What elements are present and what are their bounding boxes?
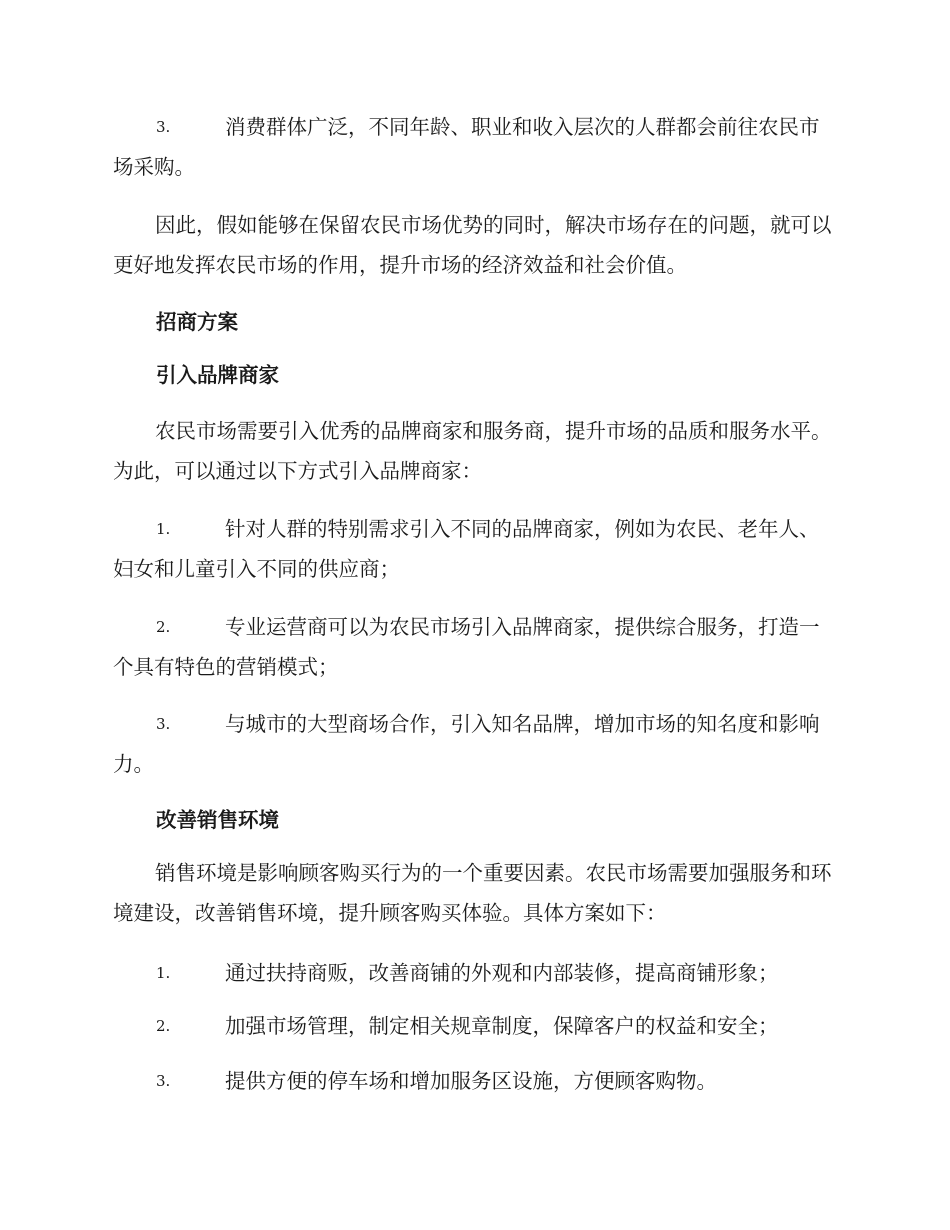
list-text: 专业运营商可以为农民市场引入品牌商家，提供综合服务，打造一个具有特色的营销模式；	[113, 615, 820, 679]
list-number: 3.	[156, 118, 171, 136]
list-item	[113, 953, 835, 993]
section-heading: 招商方案	[156, 310, 238, 334]
list-text: 消费群体广泛，不同年龄、职业和收入层次的人群都会前往农民市场采购。	[113, 115, 820, 179]
list-text: 加强市场管理，制定相关规章制度，保障客户的权益和安全；	[225, 1014, 779, 1038]
paragraph: 因此，假如能够在保留农民市场优势的同时，解决市场存在的问题，就可以更好地发挥农民市场的作用，提升市场的经济效益和社会价值。	[113, 213, 832, 277]
list-number: 2.	[156, 1017, 171, 1035]
paragraph: 农民市场需要引入优秀的品牌商家和服务商，提升市场的品质和服务水平。为此，可以通过以下方式引入品牌商家：	[113, 419, 832, 483]
list-text: 与城市的大型商场合作，引入知名品牌，增加市场的知名度和影响力。	[113, 712, 820, 776]
list-number: 2.	[156, 618, 171, 636]
list-number: 1.	[156, 964, 171, 982]
paragraph: 销售环境是影响顾客购买行为的一个重要因素。农民市场需要加强服务和环境建设，改善销售环境，提升顾客购买体验。具体方案如下：	[113, 861, 832, 925]
list-number: 1.	[156, 520, 171, 538]
list-item	[113, 704, 835, 784]
list-text: 针对人群的特别需求引入不同的品牌商家，例如为农民、老年人、妇女和儿童引入不同的供应商；	[113, 517, 820, 581]
list-item	[113, 1061, 835, 1101]
list-text: 通过扶持商贩，改善商铺的外观和内部装修，提高商铺形象；	[225, 961, 779, 985]
list-item	[113, 607, 835, 687]
list-item	[113, 1006, 835, 1046]
list-item	[113, 509, 835, 589]
subsection-heading: 引入品牌商家	[156, 363, 279, 387]
list-number: 3.	[156, 715, 171, 733]
list-number: 3.	[156, 1072, 171, 1090]
list-item	[113, 107, 835, 187]
list-text: 提供方便的停车场和增加服务区设施，方便顾客购物。	[225, 1069, 717, 1093]
subsection-heading: 改善销售环境	[156, 808, 279, 832]
